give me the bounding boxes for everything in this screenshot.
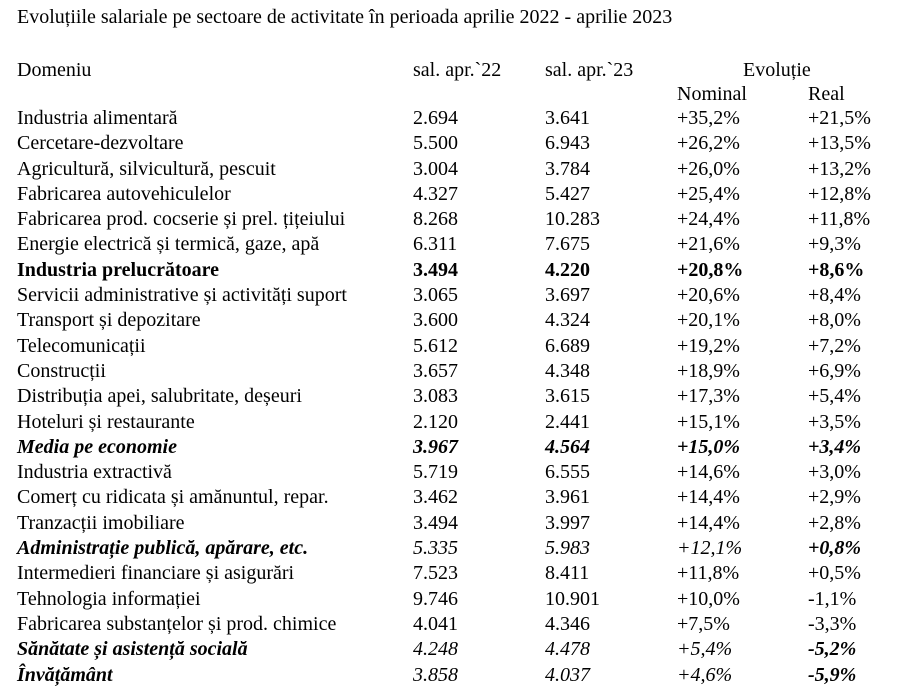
sector-name: Fabricarea prod. cocserie și prel. țițeiului	[17, 208, 346, 231]
salary-2022: 7.523	[413, 562, 458, 585]
table-row	[0, 536, 900, 561]
sector-name: Tranzacții imobiliare	[17, 511, 185, 534]
table-row	[0, 435, 900, 460]
salary-2022: 3.065	[413, 284, 458, 307]
real-change: -5,9%	[808, 663, 857, 686]
nominal-change: +4,6%	[677, 663, 733, 686]
table-row	[0, 612, 900, 637]
salary-2023: 3.961	[545, 486, 590, 509]
real-change: +13,2%	[808, 157, 871, 180]
salary-2023: 6.689	[545, 334, 590, 357]
real-change: -1,1%	[808, 587, 857, 610]
real-change: +9,3%	[808, 233, 861, 256]
table-row	[0, 258, 900, 283]
salary-2023: 3.997	[545, 511, 590, 534]
real-change: +2,9%	[808, 486, 861, 509]
nominal-change: +15,0%	[677, 435, 741, 458]
salary-2023: 3.784	[545, 157, 590, 180]
salary-2023: 4.346	[545, 612, 590, 635]
salary-2023: 3.697	[545, 284, 590, 307]
salary-2022: 3.858	[413, 663, 458, 686]
table-row	[0, 207, 900, 232]
table-row	[0, 637, 900, 662]
salary-2022: 3.494	[413, 258, 458, 281]
salary-2023: 4.324	[545, 309, 590, 332]
real-change: +3,5%	[808, 410, 861, 433]
table-row	[0, 587, 900, 612]
salary-2022: 2.694	[413, 107, 458, 129]
sector-name: Tehnologia informației	[17, 587, 201, 610]
real-change: +6,9%	[808, 359, 861, 382]
salary-2022: 5.500	[413, 132, 458, 155]
salary-2023: 10.901	[545, 587, 600, 610]
sector-name: Fabricarea substanțelor și prod. chimice	[17, 612, 337, 635]
sector-name: Comerț cu ridicata și amănuntul, repar.	[17, 486, 329, 509]
sector-name: Servicii administrative și activități suport	[17, 284, 347, 307]
table-row	[0, 334, 900, 359]
salary-2023: 8.411	[545, 562, 590, 585]
sector-name: Telecomunicații	[17, 334, 146, 357]
header-real: Real	[808, 83, 845, 105]
salary-2023: 4.037	[545, 663, 590, 686]
table-row	[0, 232, 900, 257]
salary-2022: 3.462	[413, 486, 458, 509]
nominal-change: +21,6%	[677, 233, 740, 256]
nominal-change: +24,4%	[677, 208, 740, 231]
real-change: +2,8%	[808, 511, 861, 534]
real-change: +7,2%	[808, 334, 861, 357]
nominal-change: +17,3%	[677, 385, 740, 408]
real-change: -5,2%	[808, 638, 857, 661]
sector-name: Transport și depozitare	[17, 309, 201, 332]
salary-2023: 3.615	[545, 385, 590, 408]
nominal-change: +11,8%	[677, 562, 740, 585]
real-change: +12,8%	[808, 182, 871, 205]
sector-name: Industria prelucrătoare	[17, 258, 220, 281]
salary-2023: 5.427	[545, 182, 590, 205]
real-change: +13,5%	[808, 132, 871, 155]
real-change: +3,0%	[808, 461, 861, 484]
table-row	[0, 283, 900, 308]
nominal-change: +14,6%	[677, 461, 740, 484]
real-change: +0,8%	[808, 537, 862, 560]
table-row	[0, 561, 900, 586]
sector-name: Învățământ	[17, 663, 113, 686]
salary-table	[0, 106, 900, 688]
salary-2023: 7.675	[545, 233, 590, 256]
salary-2022: 9.746	[413, 587, 458, 610]
salary-2022: 4.248	[413, 638, 458, 661]
nominal-change: +20,6%	[677, 284, 740, 307]
salary-2023: 5.983	[545, 537, 590, 560]
salary-2022: 3.494	[413, 511, 458, 534]
sector-name: Media pe economie	[17, 435, 177, 458]
nominal-change: +10,0%	[677, 587, 740, 610]
salary-2023: 3.641	[545, 107, 590, 129]
real-change: +21,5%	[808, 107, 871, 129]
real-change: +8,0%	[808, 309, 861, 332]
salary-2022: 6.311	[413, 233, 458, 256]
real-change: +8,6%	[808, 258, 865, 281]
header-salary-2022: sal. apr.`22	[413, 59, 502, 81]
sector-name: Fabricarea autovehiculelor	[17, 182, 231, 205]
table-row	[0, 460, 900, 485]
sector-name: Intermedieri financiare și asigurări	[17, 562, 295, 585]
salary-2022: 5.612	[413, 334, 458, 357]
nominal-change: +5,4%	[677, 638, 733, 661]
sector-name: Construcții	[17, 359, 106, 382]
real-change: +5,4%	[808, 385, 861, 408]
salary-2022: 2.120	[413, 410, 458, 433]
nominal-change: +14,4%	[677, 486, 740, 509]
salary-2022: 4.327	[413, 182, 458, 205]
salary-2022: 3.004	[413, 157, 458, 180]
table-row	[0, 182, 900, 207]
salary-2022: 3.083	[413, 385, 458, 408]
sector-name: Energie electrică și termică, gaze, apă	[17, 233, 320, 256]
table-row	[0, 663, 900, 688]
header-domain: Domeniu	[17, 59, 92, 81]
real-change: +8,4%	[808, 284, 861, 307]
salary-2022: 3.657	[413, 359, 458, 382]
salary-2023: 4.220	[545, 258, 590, 281]
real-change: +3,4%	[808, 435, 862, 458]
table-title: Evoluțiile salariale pe sectoare de activitate în perioada aprilie 2022 - aprilie 2023	[17, 6, 673, 28]
table-row	[0, 511, 900, 536]
header-nominal: Nominal	[677, 83, 747, 105]
sector-name: Cercetare-dezvoltare	[17, 132, 184, 155]
table-row	[0, 359, 900, 384]
nominal-change: +20,8%	[677, 258, 744, 281]
table-row	[0, 157, 900, 182]
salary-2023: 6.555	[545, 461, 590, 484]
table-row	[0, 131, 900, 156]
sector-name: Industria extractivă	[17, 461, 172, 484]
nominal-change: +15,1%	[677, 410, 740, 433]
table-row	[0, 485, 900, 510]
nominal-change: +19,2%	[677, 334, 740, 357]
table-row	[0, 410, 900, 435]
salary-2022: 5.719	[413, 461, 458, 484]
salary-2022: 3.600	[413, 309, 458, 332]
sector-name: Administrație publică, apărare, etc.	[17, 537, 309, 560]
salary-2022: 3.967	[413, 435, 458, 458]
real-change: -3,3%	[808, 612, 857, 635]
salary-2022: 8.268	[413, 208, 458, 231]
nominal-change: +35,2%	[677, 107, 740, 129]
table-row	[0, 106, 900, 131]
salary-2023: 6.943	[545, 132, 590, 155]
table-row	[0, 384, 900, 409]
nominal-change: +26,2%	[677, 132, 740, 155]
table-row	[0, 308, 900, 333]
salary-2023: 4.478	[545, 638, 590, 661]
real-change: +0,5%	[808, 562, 861, 585]
salary-2023: 4.564	[545, 435, 590, 458]
sector-name: Hoteluri și restaurante	[17, 410, 195, 433]
header-salary-2023: sal. apr.`23	[545, 59, 634, 81]
real-change: +11,8%	[808, 208, 871, 231]
sector-name: Industria alimentară	[17, 107, 178, 129]
salary-2023: 10.283	[545, 208, 600, 231]
nominal-change: +25,4%	[677, 182, 740, 205]
nominal-change: +20,1%	[677, 309, 740, 332]
sector-name: Distribuția apei, salubritate, deșeuri	[17, 385, 302, 408]
header-evolution: Evoluție	[743, 59, 811, 81]
salary-2022: 4.041	[413, 612, 458, 635]
salary-2022: 5.335	[413, 537, 458, 560]
nominal-change: +12,1%	[677, 537, 743, 560]
nominal-change: +7,5%	[677, 612, 730, 635]
nominal-change: +14,4%	[677, 511, 740, 534]
sector-name: Sănătate și asistență socială	[17, 638, 248, 661]
salary-2023: 4.348	[545, 359, 590, 382]
nominal-change: +26,0%	[677, 157, 740, 180]
sector-name: Agricultură, silvicultură, pescuit	[17, 157, 276, 180]
nominal-change: +18,9%	[677, 359, 740, 382]
salary-2023: 2.441	[545, 410, 590, 433]
